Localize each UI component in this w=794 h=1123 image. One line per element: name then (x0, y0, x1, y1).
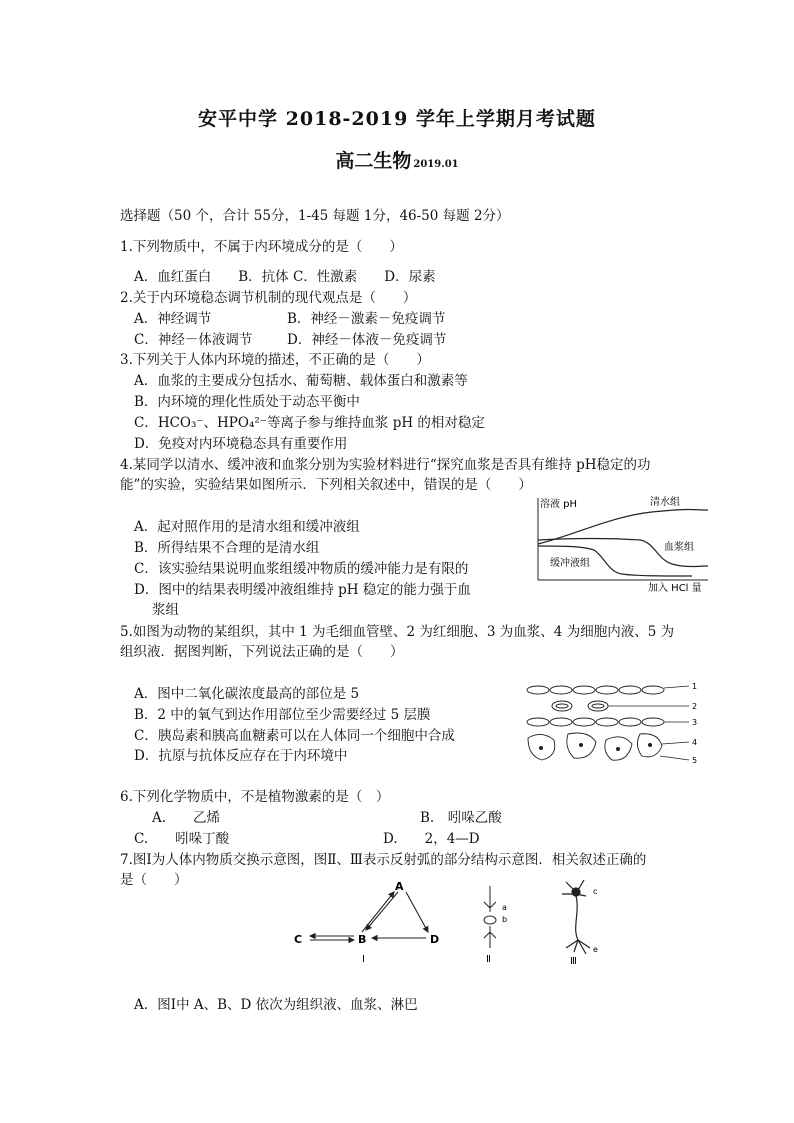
q4-option-a: A．起对照作用的是清水组和缓冲液组 (134, 519, 360, 535)
figure-I-label: Ⅰ (362, 954, 365, 965)
q3-option-d: D．免疫对内环境稳态具有重要作用 (134, 436, 348, 452)
fig-label-4: 4 (692, 738, 698, 747)
q5-stem-line1: 5.如图为动物的某组织，其中 1 为毛细血管壁、2 为红细胞、3 为血浆、4 为细胞内液、5 为 (120, 624, 675, 640)
q6-option-d: D. 2，4—D (383, 831, 480, 847)
fig-label-1: 1 (692, 682, 698, 691)
q2-option-c: C．神经－体液调节 (134, 332, 253, 348)
tissue-cells (528, 733, 662, 760)
q4-option-d-line2: 浆组 (152, 602, 179, 618)
node-C: C (294, 933, 303, 946)
q5-option-b: B．2 中的氧气到达作用部位至少需要经过 5 层膜 (134, 707, 431, 723)
series-label-buffer: 缓冲液组 (550, 558, 590, 569)
q3-option-b: B．内环境的理化性质处于动态平衡中 (134, 394, 360, 410)
q5-option-a: A．图中二氧化碳浓度最高的部位是 5 (134, 686, 360, 702)
subject-name: 高二生物 (335, 150, 412, 172)
q4-stem-line2: 能”的实验，实验结果如图所示．下列相关叙述中，错误的是（ ） (120, 477, 532, 493)
red-blood-cells (552, 701, 608, 711)
q5-option-c: C．胰岛素和胰高血糖素可以在人体同一个细胞中合成 (134, 728, 455, 744)
q4-option-d-line1: D．图中的结果表明缓冲液组维持 pH 稳定的能力强于血 (134, 582, 471, 598)
figure-II-synapse (484, 886, 496, 948)
q6-option-b: B. 吲哚乙酸 (420, 810, 502, 826)
fig-label-3: 3 (692, 718, 698, 727)
q2-option-a: A．神经调节 (134, 311, 212, 327)
section-heading: 选择题（50 个，合计 55分，1-45 每题 1分，46-50 每题 2分） (120, 208, 510, 224)
q2-option-d: D．神经－体液－免疫调节 (287, 332, 447, 348)
fig-label-2: 2 (692, 702, 698, 711)
label-leader-lines (608, 686, 689, 760)
fig-label-5: 5 (692, 756, 698, 765)
q1-stem: 1.下列物质中，不属于内环境成分的是（ ） (120, 239, 403, 255)
q4-option-b: B．所得结果不合理的是清水组 (134, 540, 320, 556)
q7-stem-line1: 7.图Ⅰ为人体内物质交换示意图，图Ⅱ、Ⅲ表示反射弧的部分结构示意图．相关叙述正确的 (120, 852, 647, 868)
q3-stem: 3.下列关于人体内环境的描述，不正确的是（ ） (120, 352, 430, 368)
q3-option-c: C．HCO₃⁻、HPO₄²⁻等离子参与维持血浆 pH 的相对稳定 (134, 415, 485, 431)
node-A: A (395, 880, 404, 893)
q7-figures (290, 872, 620, 968)
chart-x-label: 加入 HCl 量 (648, 583, 702, 594)
series-label-plasma: 血浆组 (664, 542, 694, 553)
figure-III-neuron (562, 880, 590, 954)
node-D: D (430, 933, 440, 946)
q5-option-d: D．抗原与抗体反应存在于内环境中 (134, 748, 348, 764)
figure-II-label: Ⅱ (486, 954, 491, 965)
q7-option-a: A．图Ⅰ中 A、B、D 依次为组织液、血浆、淋巴 (134, 997, 418, 1013)
q3-option-a: A．血浆的主要成分包括水、葡萄糖、载体蛋白和激素等 (134, 373, 468, 389)
exam-date: 2019.01 (413, 159, 459, 170)
figure-III-label-e: e (593, 945, 598, 954)
node-B: B (358, 933, 367, 946)
exam-subtitle (0, 146, 794, 173)
q7-stem-line2: 是（ ） (120, 872, 188, 888)
q6-option-c: C. 吲哚丁酸 (134, 831, 230, 847)
series-label-water: 清水组 (650, 497, 680, 508)
q5-tissue-figure (524, 678, 704, 774)
q2-stem: 2.关于内环境稳态调节机制的现代观点是（ ） (120, 290, 417, 306)
figure-I-arrows (310, 892, 428, 940)
q2-option-b: B．神经－激素－免疫调节 (287, 311, 446, 327)
figure-II-label-a: a (502, 903, 507, 912)
chart-y-label: 溶液 pH (540, 499, 578, 510)
q4-stem-line1: 4.某同学以清水、缓冲液和血浆分别为实验材料进行“探究血浆是否具有维持 pH稳定的功 (120, 457, 651, 473)
figure-III-label-c: c (593, 887, 598, 896)
q1-options: A．血红蛋白 B．抗体 C．性激素 D．尿素 (134, 269, 436, 285)
q6-option-a: A. 乙烯 (152, 810, 221, 826)
exam-title: 安平中学 2018-2019 学年上学期月考试题 (198, 108, 596, 130)
q4-ph-chart (532, 494, 714, 594)
q4-option-c: C．该实验结果说明血浆组缓冲物质的缓冲能力是有限的 (134, 561, 469, 577)
q6-stem: 6.下列化学物质中，不是植物激素的是（ ） (120, 789, 390, 805)
figure-III-label: Ⅲ (570, 956, 577, 967)
figure-II-label-b: b (502, 915, 508, 924)
q5-stem-line2: 组织液．据图判断，下列说法正确的是（ ） (120, 644, 404, 660)
